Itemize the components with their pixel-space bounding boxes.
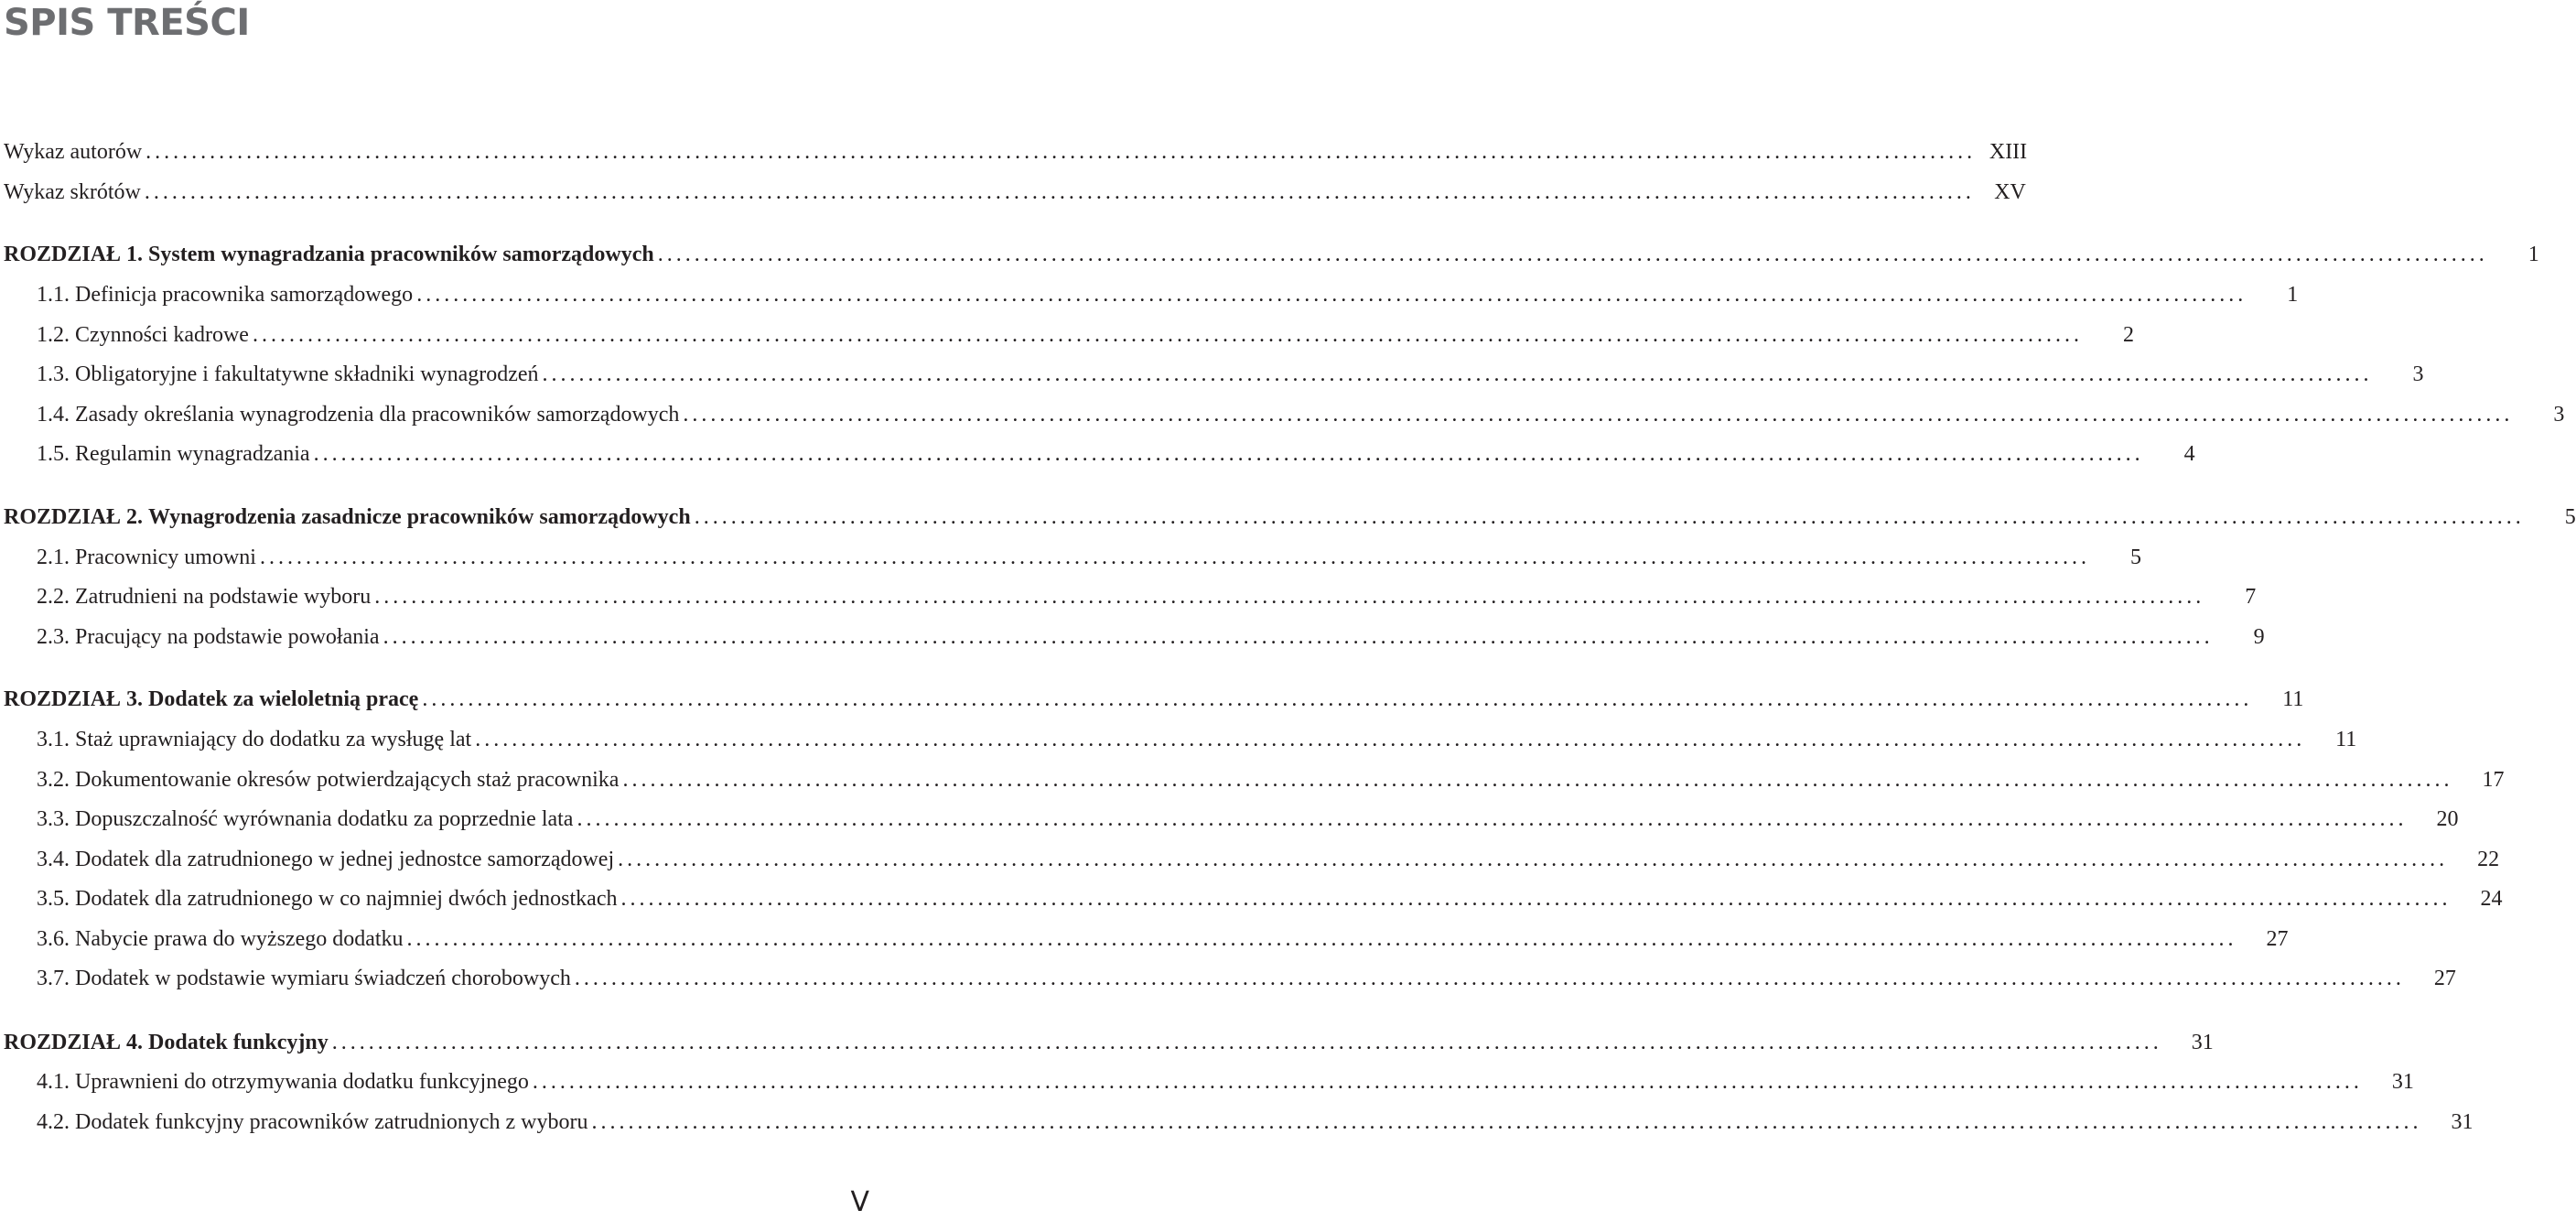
dot-leader: ........................................................................................................................................................................................................ xyxy=(313,442,2144,466)
toc-entry-label: Definicja pracownika samorządowego xyxy=(75,283,414,307)
toc-entry-page: 5 xyxy=(2129,546,2141,569)
toc-entry-page: 11 xyxy=(2282,687,2304,711)
toc-entry-page: XV xyxy=(1994,180,2026,204)
toc-entry-number: 1.2. xyxy=(37,323,75,347)
toc-entry-label: Regulamin wynagradzania xyxy=(75,442,310,466)
toc-entry-number: 3.4. xyxy=(37,848,75,871)
toc-entry-label: Czynności kadrowe xyxy=(75,323,249,347)
dot-leader: ........................................................................................................................................................................................................ xyxy=(622,768,2453,792)
dot-leader: ........................................................................................................................................................................................................ xyxy=(620,887,2452,911)
toc-entry-page: 3 xyxy=(2412,362,2424,386)
toc-entry-number: 2.2. xyxy=(37,585,75,609)
toc-entry-label: Nabycie prawa do wyższego dodatku xyxy=(75,927,404,951)
toc-entry-label: Obligatoryjne i fakultatywne składniki wynagrodzeń xyxy=(75,362,539,386)
toc-entry-page: 2 xyxy=(2122,323,2134,347)
toc-entry[interactable] xyxy=(37,802,2459,833)
toc-entry-label: System wynagradzania pracowników samorządowych xyxy=(148,243,654,266)
toc-entry-number: ROZDZIAŁ 1. xyxy=(4,243,149,266)
dot-leader: ........................................................................................................................................................................................................ xyxy=(146,140,1977,164)
toc-entry-page: 20 xyxy=(2436,807,2459,831)
dot-leader: ........................................................................................................................................................................................................ xyxy=(574,967,2405,990)
toc-entry-page: 3 xyxy=(2553,403,2565,427)
dot-leader: ........................................................................................................................................................................................................ xyxy=(694,505,2525,529)
toc-entry-label: Wykaz skrótów xyxy=(4,180,141,204)
toc-entry[interactable] xyxy=(37,722,2357,753)
toc-entry-number: 3.2. xyxy=(37,768,75,792)
toc-entry-label: Pracujący na podstawie powołania xyxy=(75,625,380,649)
toc-entry-label: Dodatek dla zatrudnionego w co najmniej dwóch jednostkach xyxy=(75,887,618,911)
toc-entry[interactable] xyxy=(4,237,2539,268)
toc-entry-label: Uprawnieni do otrzymywania dodatku funkcyjnego xyxy=(75,1070,529,1094)
dot-leader: ........................................................................................................................................................................................................ xyxy=(422,687,2253,711)
toc-entry-page: 7 xyxy=(2245,585,2257,609)
toc-entry-page: 22 xyxy=(2477,848,2500,871)
toc-entry-number: ROZDZIAŁ 4. xyxy=(4,1031,149,1054)
toc-entry-number: 1.1. xyxy=(37,283,75,307)
toc-entry-number: 4.2. xyxy=(37,1110,75,1134)
toc-entry-label: Wykaz autorów xyxy=(4,140,143,164)
toc-entry-label: Zasady określania wynagrodzenia dla pracowników samorządowych xyxy=(75,403,680,427)
toc-entry[interactable] xyxy=(37,762,2505,794)
toc-entry-number: ROZDZIAŁ 3. xyxy=(4,687,149,711)
toc-entry-number: 2.1. xyxy=(37,546,75,569)
toc-entry-number: ROZDZIAŁ 2. xyxy=(4,505,149,529)
dot-leader: ........................................................................................................................................................................................................ xyxy=(618,848,2449,871)
toc-entry-page: 1 xyxy=(2527,243,2539,266)
dot-leader: ........................................................................................................................................................................................................ xyxy=(374,585,2205,609)
toc-entry-label: Zatrudnieni na podstawie wyboru xyxy=(75,585,372,609)
toc-entry[interactable] xyxy=(37,540,2141,571)
toc-entry-label: Dodatek za wieloletnią pracę xyxy=(148,687,419,711)
toc-entry-page: 27 xyxy=(2433,967,2456,990)
toc-entry-label: Pracownicy umowni xyxy=(75,546,256,569)
toc-entry[interactable] xyxy=(37,579,2257,610)
toc-entry-page: 31 xyxy=(2391,1070,2414,1094)
toc-entry[interactable] xyxy=(37,1064,2414,1096)
dot-leader: ........................................................................................................................................................................................................ xyxy=(475,728,2306,751)
toc-entry-number: 3.5. xyxy=(37,887,75,911)
toc-entry-label: Dodatek dla zatrudnionego w jednej jednostce samorządowej xyxy=(75,848,615,871)
dot-leader: ........................................................................................................................................................................................................ xyxy=(577,807,2408,831)
dot-leader: ........................................................................................................................................................................................................ xyxy=(383,625,2214,649)
dot-leader: ........................................................................................................................................................................................................ xyxy=(406,927,2237,951)
dot-leader: ........................................................................................................................................................................................................ xyxy=(657,243,2488,266)
toc-entry[interactable] xyxy=(37,620,2265,651)
toc-entry-label: Staż uprawniający do dodatku za wysługę lat xyxy=(75,728,472,751)
toc-entry-number: 2.3. xyxy=(37,625,75,649)
toc-entry[interactable] xyxy=(37,277,2299,308)
toc-entry-number: 1.5. xyxy=(37,442,75,466)
toc-entry-label: Wynagrodzenia zasadnicze pracowników samorządowych xyxy=(148,505,691,529)
dot-leader: ........................................................................................................................................................................................................ xyxy=(144,180,1975,204)
toc-entry-page: 17 xyxy=(2482,768,2505,792)
toc-entry-page: 4 xyxy=(2183,442,2195,466)
toc-entry-number: 4.1. xyxy=(37,1070,75,1094)
toc-entry-number: 3.7. xyxy=(37,967,75,990)
toc-entry[interactable] xyxy=(4,175,2026,206)
toc-entry-page: 11 xyxy=(2335,728,2357,751)
toc-entry-page: 5 xyxy=(2564,505,2576,529)
dot-leader: ........................................................................................................................................................................................................ xyxy=(252,323,2083,347)
toc-entry-number: 1.3. xyxy=(37,362,75,386)
toc-entry-page: 9 xyxy=(2253,625,2265,649)
toc-entry[interactable] xyxy=(37,961,2456,992)
page-title: SPIS TREŚCI xyxy=(4,2,250,44)
toc-entry[interactable] xyxy=(37,1105,2474,1136)
toc-entry[interactable] xyxy=(4,500,2576,531)
toc-entry-page: 31 xyxy=(2191,1031,2214,1054)
toc-entry-page: 31 xyxy=(2451,1110,2474,1134)
toc-entry[interactable] xyxy=(37,397,2565,428)
toc-entry[interactable] xyxy=(4,682,2304,713)
toc-entry[interactable] xyxy=(37,437,2195,468)
toc-entry-label: Dodatek funkcyjny pracowników zatrudnionych z wyboru xyxy=(75,1110,588,1134)
toc-entry[interactable] xyxy=(37,922,2289,953)
dot-leader: ........................................................................................................................................................................................................ xyxy=(259,546,2090,569)
dot-leader: ........................................................................................................................................................................................................ xyxy=(591,1110,2422,1134)
toc-entry-page: XIII xyxy=(1989,140,2028,164)
dot-leader: ........................................................................................................................................................................................................ xyxy=(542,362,2373,386)
toc-entry[interactable] xyxy=(37,842,2500,873)
toc-entry-label: Dodatek w podstawie wymiaru świadczeń chorobowych xyxy=(75,967,571,990)
toc-entry[interactable] xyxy=(4,135,2028,166)
toc-entry-label: Dokumentowanie okresów potwierdzających staż pracownika xyxy=(75,768,620,792)
dot-leader: ........................................................................................................................................................................................................ xyxy=(532,1070,2363,1094)
dot-leader: ........................................................................................................................................................................................................ xyxy=(683,403,2514,427)
toc-entry-label: Dodatek funkcyjny xyxy=(148,1031,329,1054)
dot-leader: ........................................................................................................................................................................................................ xyxy=(331,1031,2162,1054)
page-number: V xyxy=(850,1186,869,1218)
toc-entry[interactable] xyxy=(37,357,2424,388)
toc-entry-page: 1 xyxy=(2287,283,2299,307)
toc-entry-page: 27 xyxy=(2266,927,2289,951)
toc-entry[interactable] xyxy=(37,318,2134,349)
toc-entry-label: Dopuszczalność wyrównania dodatku za poprzednie lata xyxy=(75,807,574,831)
toc-entry-page: 24 xyxy=(2480,887,2503,911)
toc-entry-number: 3.3. xyxy=(37,807,75,831)
toc-entry-number: 1.4. xyxy=(37,403,75,427)
toc-entry-number: 3.1. xyxy=(37,728,75,751)
toc-entry[interactable] xyxy=(4,1025,2214,1056)
toc-entry-number: 3.6. xyxy=(37,927,75,951)
dot-leader: ........................................................................................................................................................................................................ xyxy=(416,283,2247,307)
toc-entry[interactable] xyxy=(37,881,2503,913)
